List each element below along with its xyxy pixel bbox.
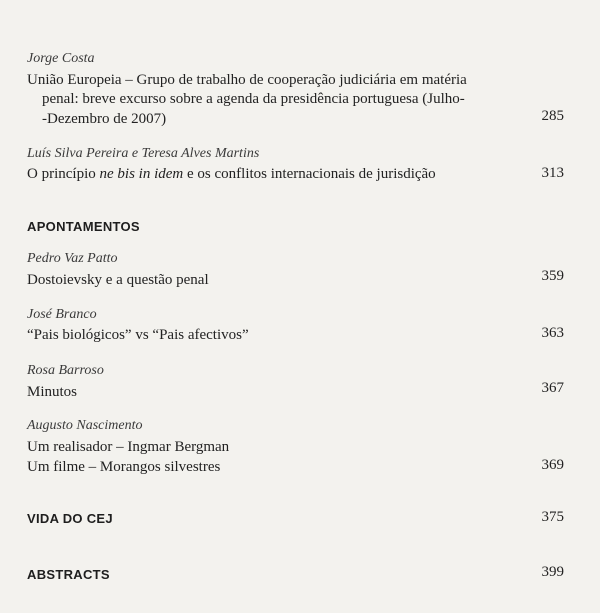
toc-entry-page-number: 375	[541, 509, 564, 525]
toc-entry-title-line: Um realisador – Ingmar Bergman	[27, 439, 230, 455]
toc-entry-title-emphasis: ne bis in idem	[99, 166, 184, 182]
toc-entry-author: Luís Silva Pereira e Teresa Alves Martins	[27, 146, 260, 161]
section-heading-vida-do-cej: VIDA DO CEJ	[27, 511, 113, 526]
toc-entry-author: Pedro Vaz Patto	[27, 251, 118, 266]
toc-entry-author: José Branco	[27, 307, 97, 322]
section-heading-apontamentos: APONTAMENTOS	[27, 219, 140, 234]
toc-entry-page-number: 363	[541, 325, 564, 341]
toc-entry-page-number: 367	[541, 380, 564, 396]
toc-entry-title: Minutos	[27, 384, 78, 400]
toc-entry-title-line: Um filme – Morangos silvestres	[27, 459, 221, 475]
toc-entry-title: O princípio ne bis in idem e os conflitos internacionais de jurisdição	[27, 166, 436, 182]
toc-entry-page-number: 313	[541, 165, 564, 181]
toc-entry-title: “Pais biológicos” vs “Pais afectivos”	[27, 327, 249, 343]
toc-entry-page-number: 399	[541, 564, 564, 580]
toc-entry-title-line: -Dezembro de 2007)	[42, 111, 167, 127]
toc-entry-author: Jorge Costa	[27, 51, 95, 66]
toc-entry-author: Augusto Nascimento	[27, 418, 143, 433]
toc-entry-author: Rosa Barroso	[27, 363, 104, 378]
toc-entry-page-number: 359	[541, 268, 564, 284]
toc-entry-title: Dostoievsky e a questão penal	[27, 272, 209, 288]
toc-entry-title-line: penal: breve excurso sobre a agenda da presidência portuguesa (Julho-	[42, 91, 465, 107]
toc-entry-page-number: 369	[541, 457, 564, 473]
toc-entry-page-number: 285	[541, 108, 564, 124]
section-heading-abstracts: ABSTRACTS	[27, 567, 110, 582]
toc-entry-title-line: União Europeia – Grupo de trabalho de cooperação judiciária em matéria	[27, 72, 467, 88]
